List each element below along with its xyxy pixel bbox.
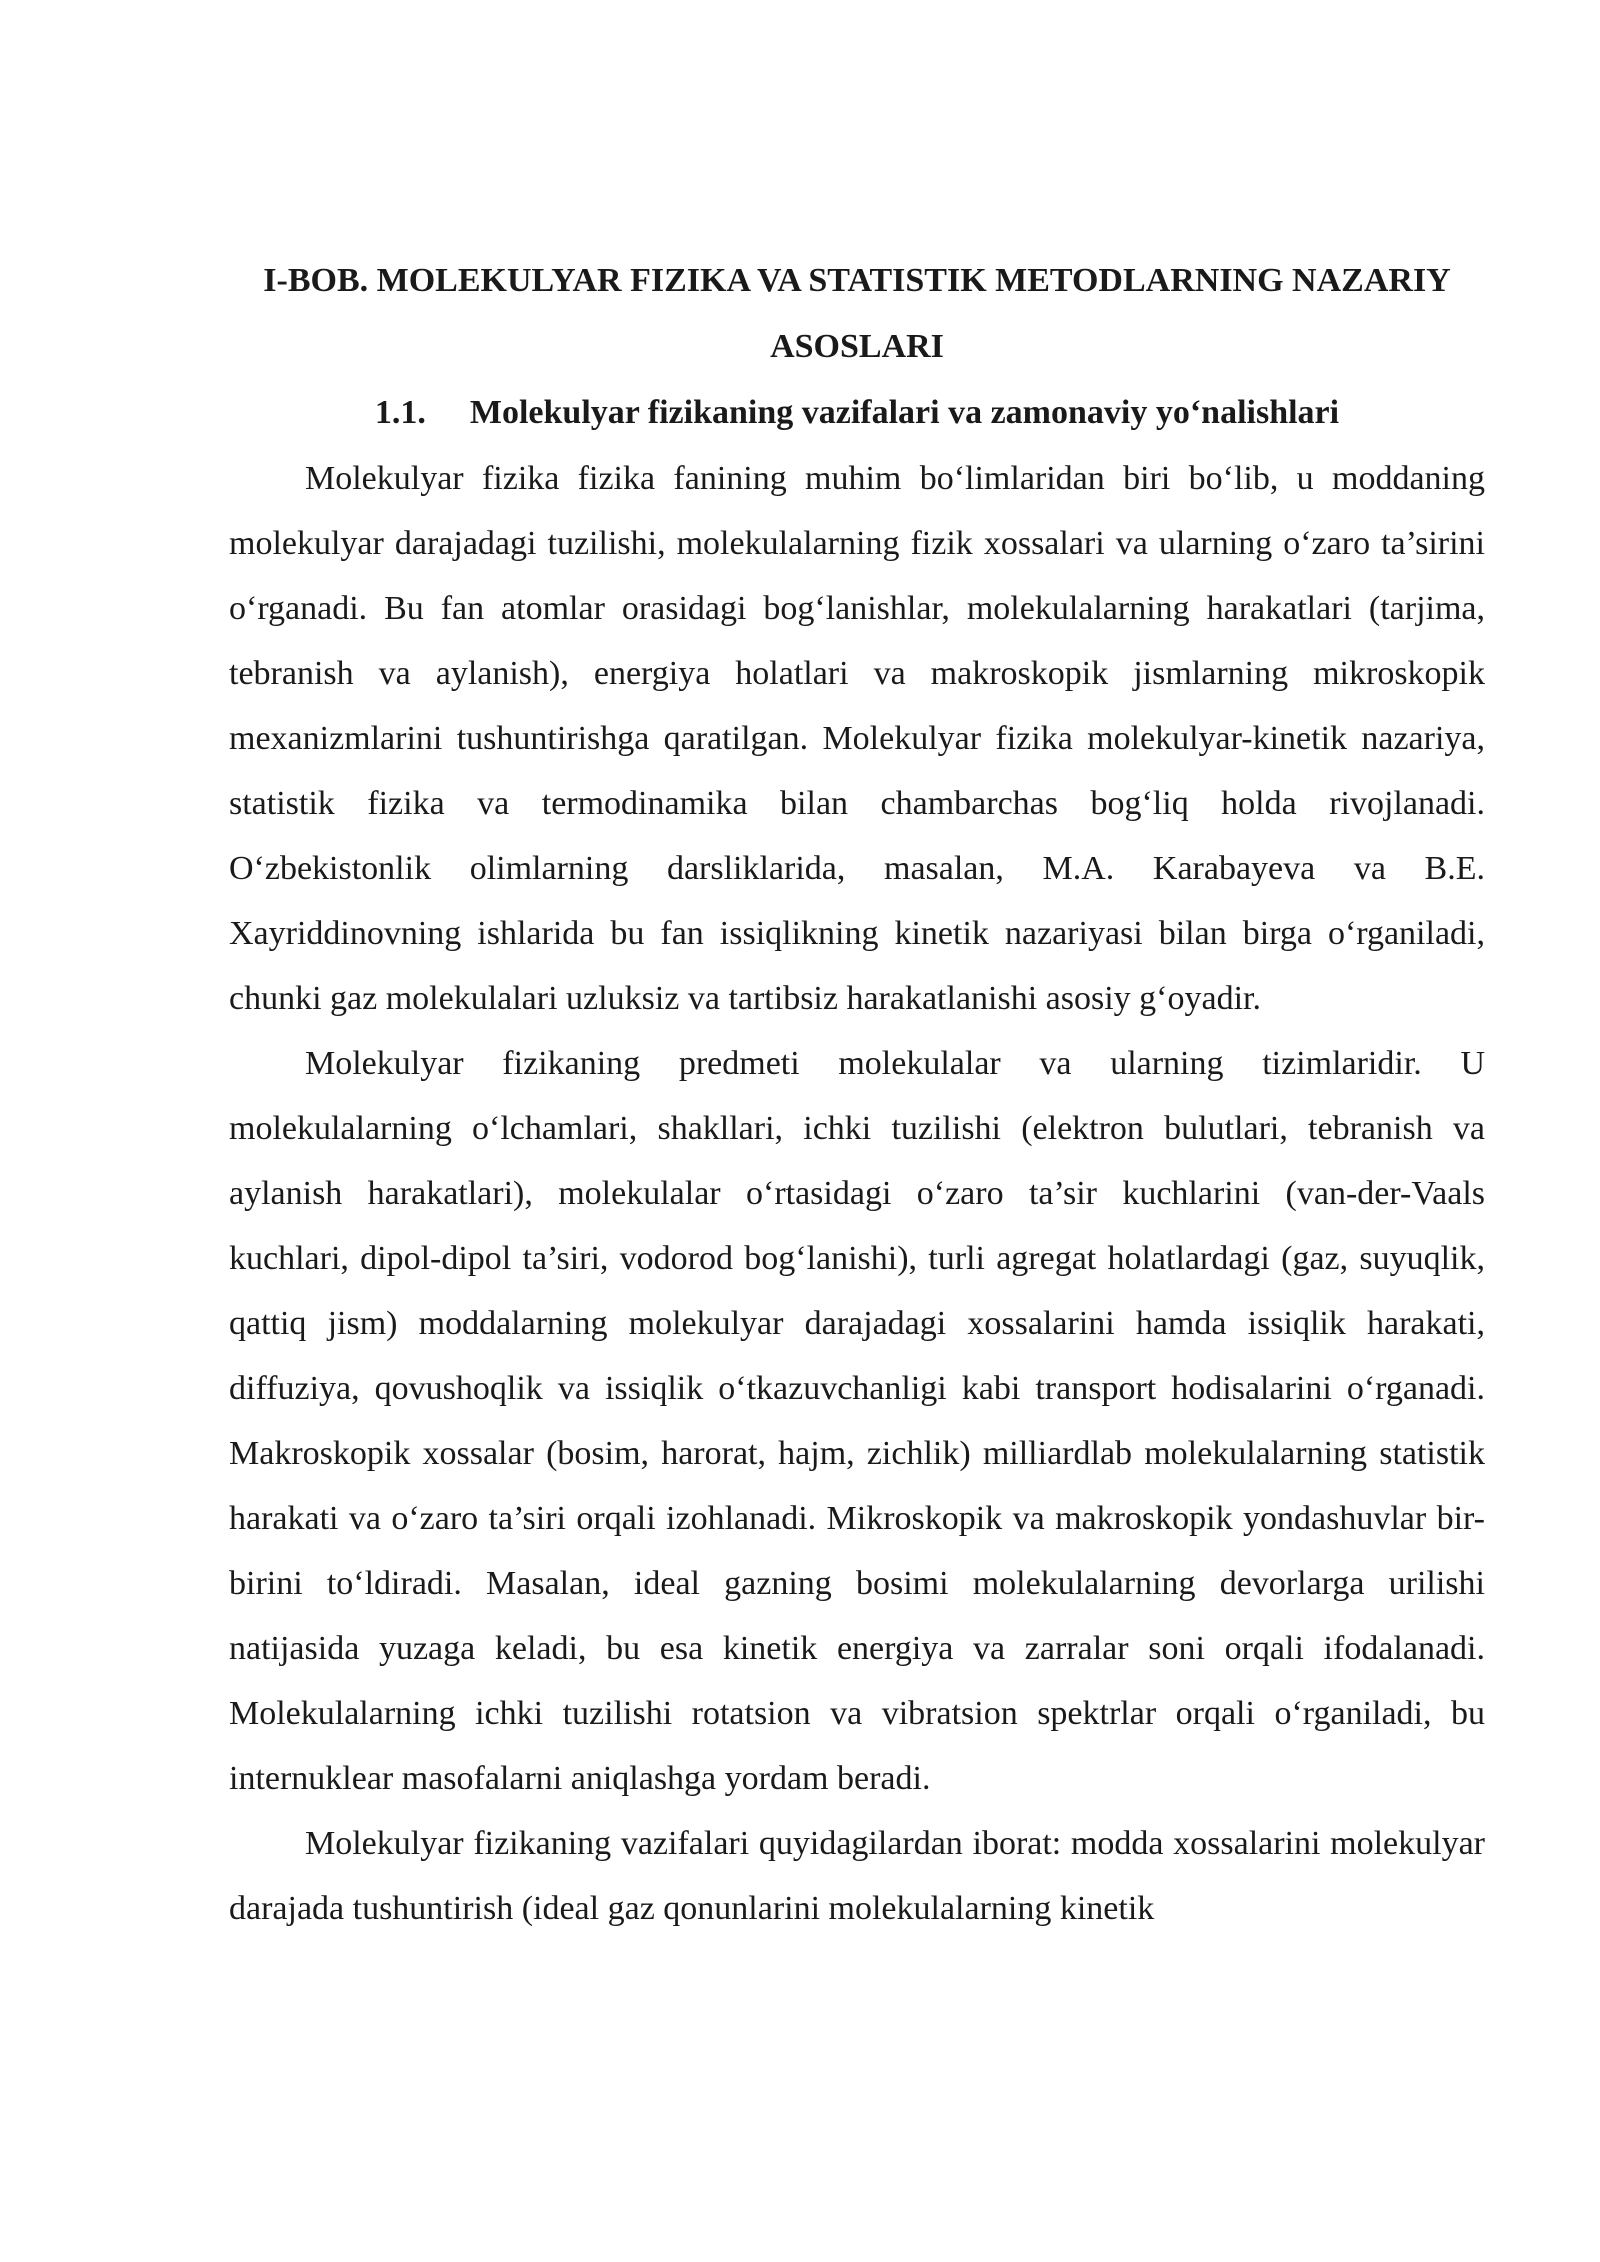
- paragraph-1: Molekulyar fizika fizika fanining muhim bo‘limlaridan biri bo‘lib, u moddaning molekulyar darajadagi tuzilishi, molekulalarning fizik xossalari va ularning o‘zaro ta’sirini o‘rganadi. Bu fan atomlar orasidagi bog‘lanishlar, molekulalarning harakatlari (tarjima, tebranish va aylanish), energiya holatlari va makroskopik jismlarning mikroskopik mexanizmlarini tushuntirishga qaratilgan. Molekulyar fizika molekulyar-kinetik nazariya, statistik fizika va termodinamika bilan chambarchas bog‘liq holda rivojlanadi. O‘zbekistonlik olimlarning darsliklarida, masalan, M.A. Karabayeva va B.E. Xayriddinovning ishlarida bu fan issiqlikning kinetik nazariyasi bilan birga o‘rganiladi, chunki gaz molekulalari uzluksiz va tartibsiz harakatlanishi asosiy g‘oyadir.: [229, 460, 1485, 1017]
- chapter-title: I-BOB. MOLEKULYAR FIZIKA VA STATISTIK METODLARNING NAZARIY ASOSLARI: [263, 262, 1451, 365]
- section-title: Molekulyar fizikaning vazifalari va zamonaviy yo‘nalishlari: [469, 394, 1340, 431]
- paragraph-2: Molekulyar fizikaning predmeti molekulalar va ularning tizimlaridir. U molekulalarning o‘lchamlari, shakllari, ichki tuzilishi (elektron bulutlari, tebranish va aylanish harakatlari), molekulalar o‘rtasidagi o‘zaro ta’sir kuchlarini (van-der-Vaals kuchlari, dipol-dipol ta’siri, vodorod bog‘lanishi), turli agregat holatlardagi (gaz, suyuqlik, qattiq jism) moddalarning molekulyar darajadagi xossalarini hamda issiqlik harakati, diffuziya, qovushoqlik va issiqlik o‘tkazuvchanligi kabi transport hodisalarini o‘rganadi. Makroskopik xossalar (bosim, harorat, hajm, zichlik) milliardlab molekulalarning statistik harakati va o‘zaro ta’siri orqali izohlanadi. Mikroskopik va makroskopik yondashuvlar bir-birini to‘ldiradi. Masalan, ideal gazning bosimi molekulalarning devorlarga urilishi natijasida yuzaga keladi, bu esa kinetik energiya va zarralar soni orqali ifodalanadi. Molekulalarning ichki tuzilishi rotatsion va vibratsion spektrlar orqali o‘rganiladi, bu internuklear masofalarni aniqlashga yordam beradi.: [229, 1045, 1485, 1797]
- paragraph-3: Molekulyar fizikaning vazifalari quyidagilardan iborat: modda xossalarini molekulyar darajada tushuntirish (ideal gaz qonunlarini molekulalarning kinetik: [229, 1825, 1485, 1927]
- section-number: 1.1.: [374, 394, 426, 431]
- document-page: [229, 248, 1485, 1941]
- section-heading: [229, 380, 1485, 446]
